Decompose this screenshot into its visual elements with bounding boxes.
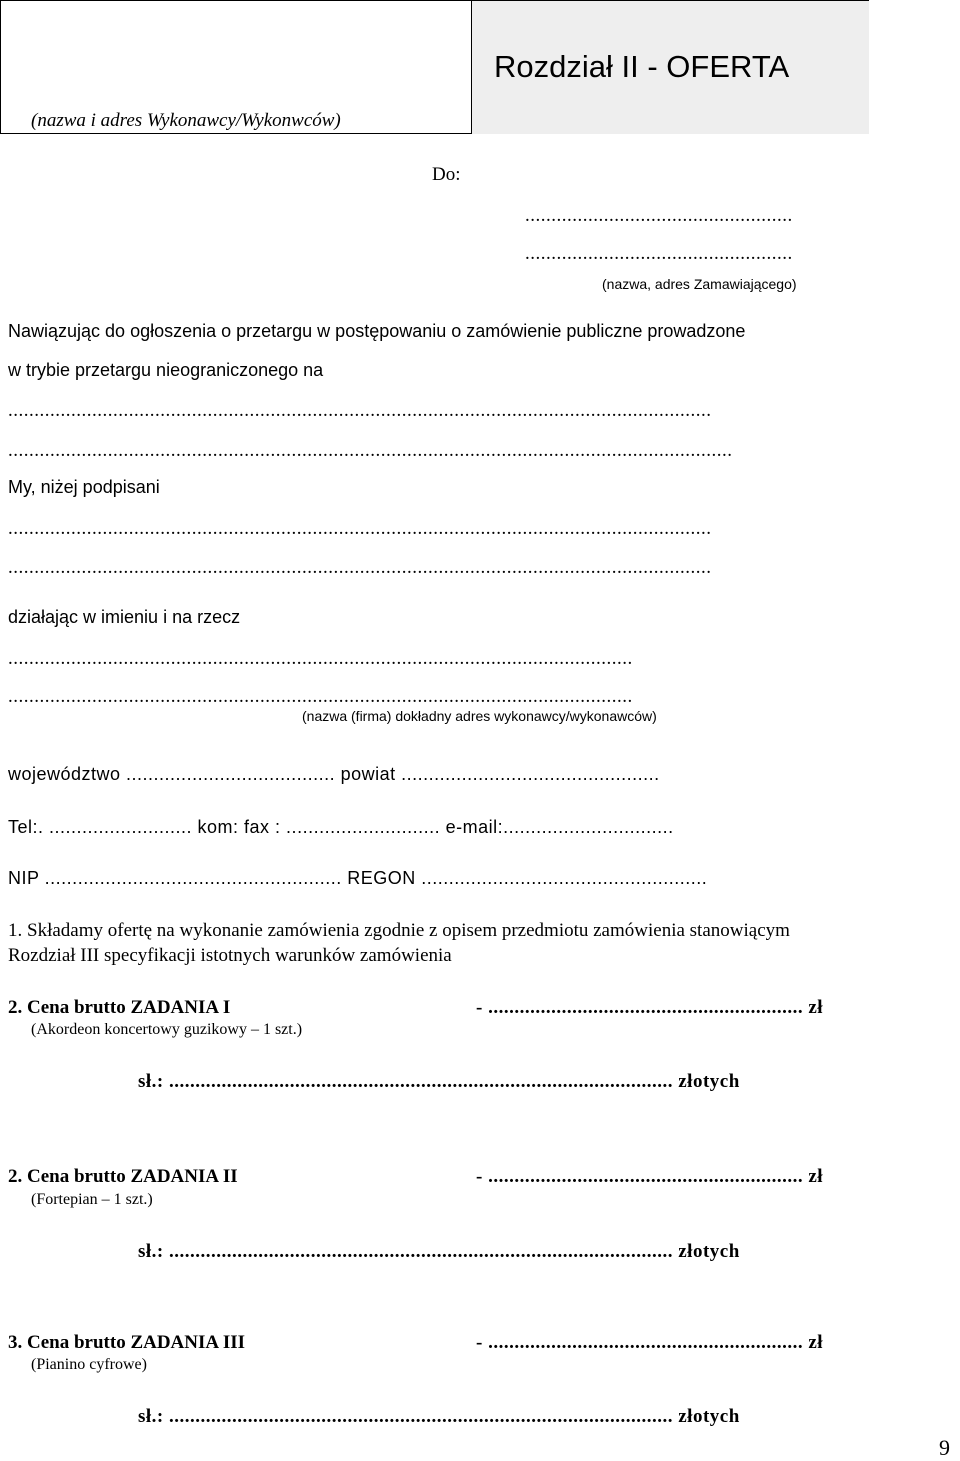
signatories-dots-1: ...................................................................................................................................... bbox=[8, 518, 712, 539]
task-2-heading: 2. Cena brutto ZADANIA II bbox=[8, 1166, 238, 1187]
task-3-words: sł.: ................................................................................................ złotych bbox=[138, 1406, 740, 1427]
task-3-item: (Pianino cyfrowe) bbox=[31, 1356, 147, 1373]
task-1-item: (Akordeon koncertowy guzikowy – 1 szt.) bbox=[31, 1021, 303, 1038]
contractor-name-label: (nazwa i adres Wykonawcy/Wykonwców) bbox=[31, 110, 341, 131]
nip-regon-line: NIP ...................................................... REGON .................................................... bbox=[8, 868, 708, 888]
recipient-dots-2: ................................................... bbox=[525, 243, 793, 264]
task-1-words: sł.: ................................................................................................ złotych bbox=[138, 1071, 740, 1092]
page-number: 9 bbox=[939, 1435, 950, 1460]
acting-for-dots-1: ....................................................................................................................... bbox=[8, 648, 633, 669]
chapter-title-box bbox=[471, 1, 869, 134]
task-1-heading: 2. Cena brutto ZADANIA I bbox=[8, 997, 231, 1018]
signatories-label: My, niżej podpisani bbox=[8, 477, 160, 497]
chapter-title: Rozdział II - OFERTA bbox=[494, 49, 790, 84]
intro-dots-1: ...................................................................................................................................... bbox=[8, 400, 712, 421]
voivodeship-line: województwo ...................................... powiat ............................................... bbox=[8, 764, 660, 784]
intro-line-2: w trybie przetargu nieograniczonego na bbox=[8, 360, 324, 380]
task-3-heading: 3. Cena brutto ZADANIA III bbox=[8, 1332, 245, 1353]
signatories-dots-2: ...................................................................................................................................... bbox=[8, 557, 712, 578]
task-3-price: - ............................................................ zł bbox=[476, 1332, 824, 1353]
offer-line-1: 1. Składamy ofertę na wykonanie zamówienia zgodnie z opisem przedmiotu zamówienia stanowiącym bbox=[8, 920, 790, 941]
recipient-dots-1: ................................................... bbox=[525, 205, 793, 226]
task-2-price: - ............................................................ zł bbox=[476, 1166, 824, 1187]
intro-dots-2: .......................................................................................................................................... bbox=[8, 440, 733, 461]
intro-line-1: Nawiązując do ogłoszenia o przetargu w postępowaniu o zamówienie publiczne prowadzone bbox=[8, 321, 746, 341]
acting-for-dots-2: ....................................................................................................................... bbox=[8, 686, 633, 707]
task-2-words: sł.: ................................................................................................ złotych bbox=[138, 1241, 740, 1262]
to-label: Do: bbox=[432, 164, 461, 185]
recipient-caption: (nazwa, adres Zamawiającego) bbox=[602, 276, 797, 292]
header-box bbox=[0, 0, 869, 134]
acting-for-label: działając w imieniu i na rzecz bbox=[8, 607, 241, 627]
task-2-item: (Fortepian – 1 szt.) bbox=[31, 1191, 153, 1208]
acting-for-caption: (nazwa (firma) dokładny adres wykonawcy/wykonawców) bbox=[302, 708, 657, 724]
offer-line-2: Rozdział III specyfikacji istotnych warunków zamówienia bbox=[8, 945, 452, 966]
task-1-price: - ............................................................ zł bbox=[476, 997, 824, 1018]
phone-line: Tel:. .......................... kom: fax : ............................ e-mail:............................... bbox=[8, 817, 674, 837]
